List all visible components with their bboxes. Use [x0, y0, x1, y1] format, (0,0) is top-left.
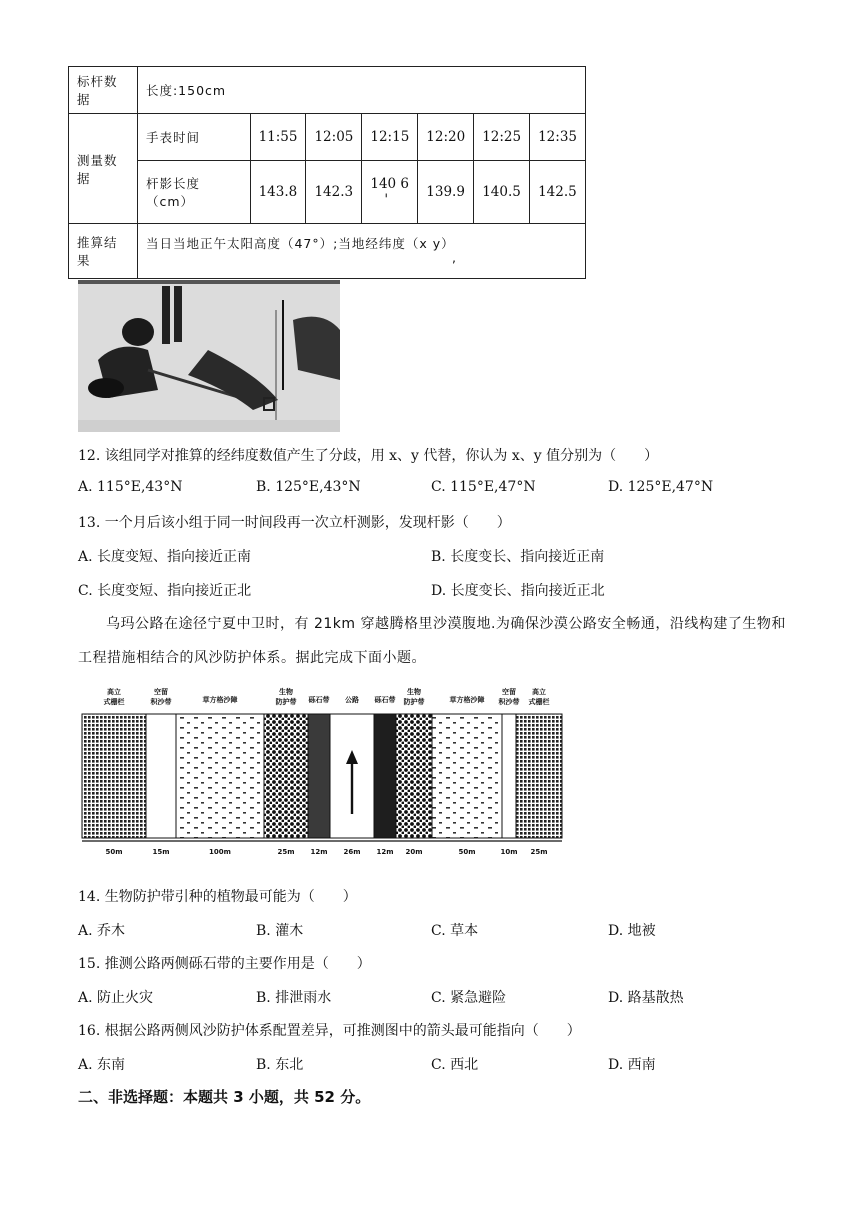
- row-label-result: 推算结果: [69, 224, 138, 279]
- q12-option-d: D. 125°E,47°N: [608, 479, 714, 495]
- band-gravel-right: [374, 714, 396, 838]
- q14-stem: 14. 生物防护带引种的植物最可能为（ ）: [78, 889, 357, 905]
- q14-option-a: A. 乔木: [78, 923, 126, 939]
- q16-option-c: C. 西北: [431, 1057, 479, 1073]
- result-text: 当日当地正午太阳高度（47°）;当地经纬度（x y）: [145, 236, 455, 251]
- shadow-cell: [362, 161, 418, 224]
- band-empty-left: [146, 714, 176, 838]
- diagram-width-label: 50m: [458, 848, 476, 856]
- time-label: 手表时间: [137, 114, 250, 161]
- diagram-width-label: 100m: [209, 848, 231, 856]
- diagram-band-label: 砾石带: [374, 696, 396, 704]
- diagram-band-label: 高立式栅栏: [103, 688, 125, 706]
- band-bio-right: [396, 714, 432, 838]
- q15-option-a: A. 防止火灾: [78, 990, 154, 1006]
- q15-stem: 15. 推测公路两侧砾石带的主要作用是（ ）: [78, 956, 371, 972]
- sand-protection-diagram: [80, 684, 564, 860]
- result-mark: ,: [451, 250, 457, 265]
- q12-option-c: C. 115°E,47°N: [431, 479, 536, 495]
- q12-option-a: A. 115°E,43°N: [78, 479, 183, 495]
- diagram-width-label: 15m: [152, 848, 170, 856]
- section-heading: 二、非选择题：本题共 3 小题，共 52 分。: [78, 1088, 371, 1106]
- diagram-band-label: 空留积沙带: [150, 688, 172, 706]
- diagram-width-label: 25m: [530, 848, 548, 856]
- shadow-cell: 143.8: [250, 161, 306, 224]
- measurement-table: [68, 66, 586, 279]
- q16-option-b: B. 东北: [256, 1057, 304, 1073]
- band-fence-right: [516, 714, 562, 838]
- diagram-width-label: 10m: [500, 848, 518, 856]
- diagram-band-label: 生物防护带: [275, 688, 297, 706]
- band-grass-left: [176, 714, 264, 838]
- shadow-cell: 142.3: [306, 161, 362, 224]
- diagram-band-label: 砾石带: [308, 696, 330, 704]
- q14-option-d: D. 地被: [608, 923, 656, 939]
- diagram-band-label: 草方格沙障: [202, 696, 238, 704]
- q13-option-b: B. 长度变长、指向接近正南: [431, 549, 605, 565]
- diagram-width-label: 12m: [310, 848, 328, 856]
- shadow-cell: 139.9: [418, 161, 474, 224]
- diagram-band-label: 生物防护带: [403, 688, 425, 706]
- q13-stem: 13. 一个月后该小组于同一时间段再一次立杆测影，发现杆影（ ）: [78, 515, 511, 531]
- diagram-width-label: 26m: [343, 848, 361, 856]
- band-bio-left: [264, 714, 308, 838]
- q15-option-d: D. 路基散热: [608, 990, 684, 1006]
- diagram-band-label: 空留积沙带: [498, 688, 520, 706]
- q12-stem: 12. 该组同学对推算的经纬度数值产生了分歧，用 x、y 代替，你认为 x、y 值分别为（ ）: [78, 448, 659, 464]
- band-empty-right: [502, 714, 516, 838]
- q13-option-a: A. 长度变短、指向接近正南: [78, 549, 252, 565]
- shadow-cell-mark: ': [384, 192, 389, 208]
- diagram-width-label: 20m: [405, 848, 423, 856]
- diagram-width-label: 25m: [277, 848, 295, 856]
- band-fence-left: [82, 714, 146, 838]
- q13-option-d: D. 长度变长、指向接近正北: [431, 583, 605, 599]
- diagram-width-label: 50m: [105, 848, 123, 856]
- time-cell: 12:05: [306, 114, 362, 161]
- time-cell: 12:20: [418, 114, 474, 161]
- q15-option-c: C. 紧急避险: [431, 990, 507, 1006]
- band-gravel-left: [308, 714, 330, 838]
- q14-option-b: B. 灌木: [256, 923, 304, 939]
- q16-option-d: D. 西南: [608, 1057, 656, 1073]
- shadow-cell: 142.5: [530, 161, 586, 224]
- q16-option-a: A. 东南: [78, 1057, 126, 1073]
- q14-option-c: C. 草本: [431, 923, 479, 939]
- measurement-photo: [78, 280, 340, 432]
- q13-option-c: C. 长度变短、指向接近正北: [78, 583, 252, 599]
- diagram-svg: [80, 684, 564, 860]
- time-cell: 11:55: [250, 114, 306, 161]
- q16-stem: 16. 根据公路两侧风沙防护体系配置差异，可推测图中的箭头最可能指向（ ）: [78, 1023, 581, 1039]
- row-label-measure: 测量数据: [69, 114, 138, 224]
- q12-option-b: B. 125°E,43°N: [256, 479, 361, 495]
- shadow-cell: 140.5: [474, 161, 530, 224]
- pole-length: 长度:150cm: [137, 67, 585, 114]
- photo-illustration: [78, 280, 340, 432]
- diagram-width-label: 12m: [376, 848, 394, 856]
- diagram-band-label: 高立式栅栏: [528, 688, 550, 706]
- band-grass-right: [432, 714, 502, 838]
- q15-option-b: B. 排泄雨水: [256, 990, 332, 1006]
- time-cell: 12:25: [474, 114, 530, 161]
- passage-text: 乌玛公路在途径宁夏中卫时，有 21km 穿越腾格里沙漠腹地.为确保沙漠公路安全畅通，沿线构建了生物和工程措施相结合的风沙防护体系。据此完成下面小题。: [78, 616, 786, 666]
- diagram-band-label: 公路: [345, 696, 359, 704]
- shadow-label: 杆影长度（cm）: [137, 161, 250, 224]
- row-label-pole: 标杆数据: [69, 67, 138, 114]
- time-cell: 12:15: [362, 114, 418, 161]
- time-cell: 12:35: [530, 114, 586, 161]
- diagram-band-label: 草方格沙障: [449, 696, 485, 704]
- shadow-cell-value: 140 6: [370, 176, 410, 192]
